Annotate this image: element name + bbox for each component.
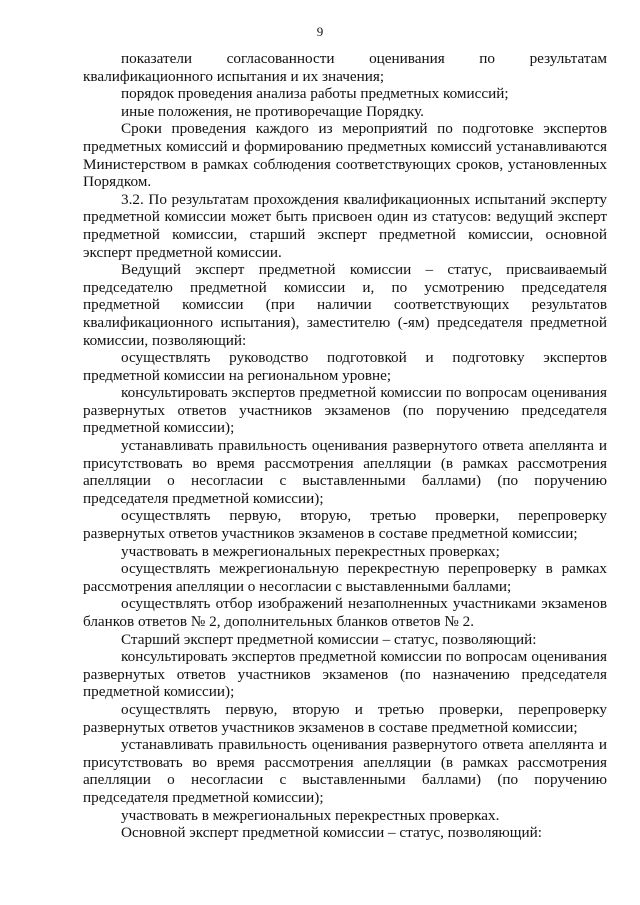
paragraph: участвовать в межрегиональных перекрестных проверках; <box>121 542 500 560</box>
paragraph: устанавливать правильность оценивания развернутого ответа апеллянта и присутствовать во время рассмотрения апелляции (в рамках рассмотрения апелляции о несогласии с выставленными баллами) (по поручению председателя предметной комиссии); <box>83 437 607 507</box>
paragraph: консультировать экспертов предметной комиссии по вопросам оценивания развернутых ответов участников экзаменов (по назначению председателя предметной комиссии); <box>83 648 607 701</box>
document-body <box>83 50 607 842</box>
paragraph: участвовать в межрегиональных перекрестных проверках. <box>121 806 500 824</box>
paragraph: осуществлять первую, вторую, третью проверки, перепроверку развернутых ответов участников экзаменов в составе предметной комиссии; <box>83 507 607 543</box>
paragraph: Ведущий эксперт предметной комиссии – статус, присваиваемый председателю предметной комиссии и, по усмотрению председателя предметной комиссии (при наличии соответствующих результатов квалификационного испытания), заместителю (-ям) председателя предметной комиссии, позволяющий: <box>83 261 607 349</box>
paragraph: показатели согласованности оценивания по результатам квалификационного испытания и их значения; <box>83 50 607 85</box>
paragraph: Сроки проведения каждого из мероприятий по подготовке экспертов предметных комиссий и формированию предметных комиссий устанавливаются Министерством в рамках соблюдения соответствующих сроков, установленных Порядком. <box>83 120 607 191</box>
paragraph: 3.2. По результатам прохождения квалификационных испытаний эксперту предметной комиссии может быть присвоен один из статусов: ведущий эксперт предметной комиссии, старший эксперт предметной комиссии, основной эксперт предметной комиссии. <box>83 190 607 261</box>
paragraph: Основной эксперт предметной комиссии – статус, позволяющий: <box>121 824 542 842</box>
paragraph: осуществлять отбор изображений незаполненных участниками экзаменов бланков ответов № 2, дополнительных бланков ответов № 2. <box>83 595 607 630</box>
paragraph: консультировать экспертов предметной комиссии по вопросам оценивания развернутых ответов участников экзаменов (по поручению председателя предметной комиссии); <box>83 384 607 437</box>
paragraph: устанавливать правильность оценивания развернутого ответа апеллянта и присутствовать во время рассмотрения апелляции (в рамках рассмотрения апелляции о несогласии с выставленными баллами) (по поручению председателя предметной комиссии); <box>83 736 607 806</box>
paragraph: осуществлять руководство подготовкой и подготовку экспертов предметной комиссии на региональном уровне; <box>83 349 607 384</box>
paragraph: Старший эксперт предметной комиссии – статус, позволяющий: <box>121 630 537 648</box>
page-number: 9 <box>316 24 324 39</box>
paragraph: осуществлять первую, вторую и третью проверки, перепроверку развернутых ответов участников экзаменов в составе предметной комиссии; <box>83 700 607 736</box>
paragraph: порядок проведения анализа работы предметных комиссий; <box>121 85 509 103</box>
paragraph: осуществлять межрегиональную перекрестную перепроверку в рамках рассмотрения апелляции о несогласии с выставленными баллами; <box>83 560 607 595</box>
paragraph: иные положения, не противоречащие Порядку. <box>121 102 424 120</box>
